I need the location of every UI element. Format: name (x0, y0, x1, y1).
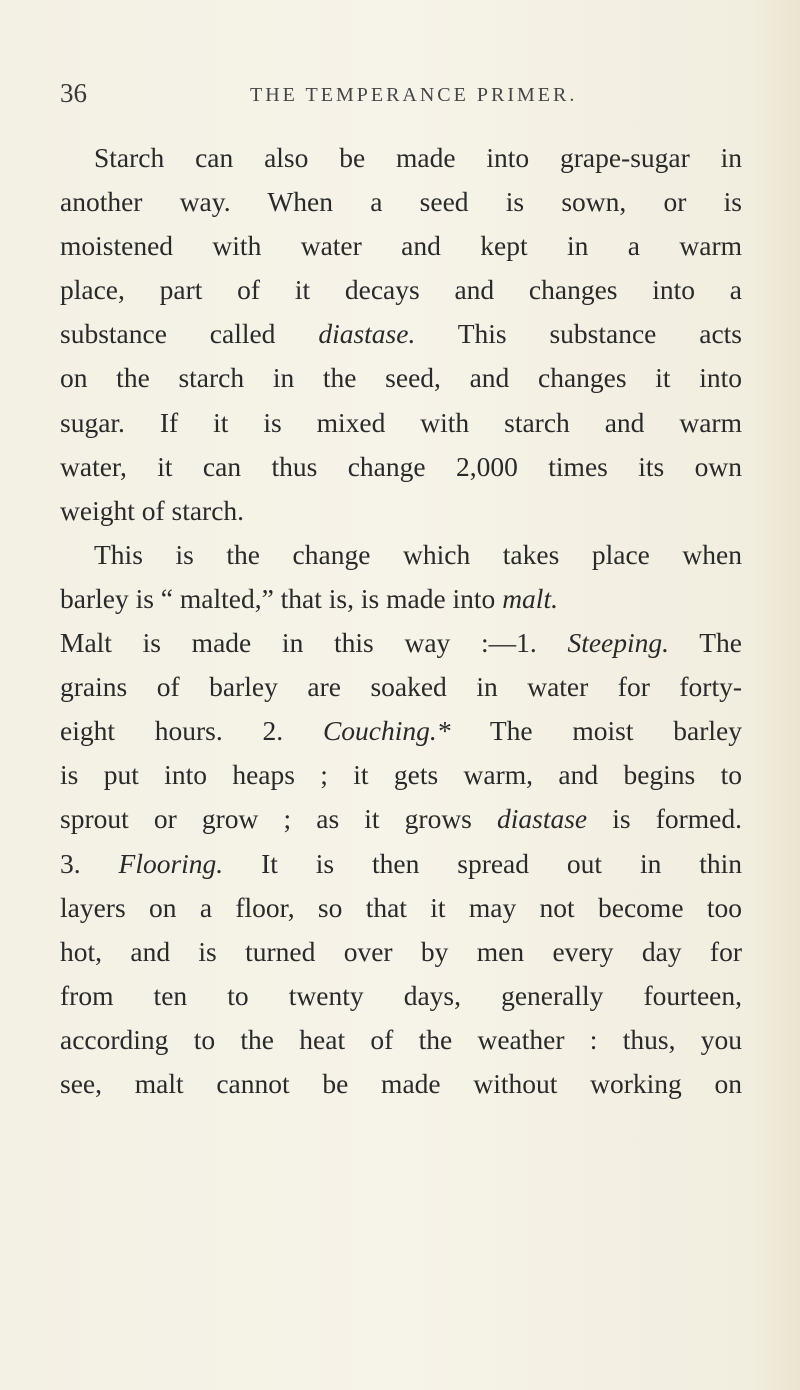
text-run: is formed. (587, 803, 742, 835)
text-run: 3. (60, 847, 119, 879)
text-run: The (669, 627, 742, 659)
page-number: 36 (60, 78, 87, 108)
italic-term: Flooring. (118, 847, 224, 879)
text-line (60, 797, 742, 841)
italic-term: diastase. (318, 318, 416, 350)
text-line: water, it can thus change 2,000 times its own (60, 450, 742, 482)
text-line: according to the heat of the weather : thus, you (60, 1023, 742, 1055)
text-run: This substance acts (415, 318, 743, 350)
text-run: sprout or grow ; as it grows (60, 803, 497, 835)
text-line (60, 842, 742, 886)
text-run: barley is “ malted,” that is, is made into (60, 582, 503, 614)
text-line (60, 577, 742, 621)
text-line: sugar. If it is mixed with starch and warm (60, 406, 742, 438)
text-line: moistened with water and kept in a warm (60, 230, 742, 262)
running-title: THE TEMPERANCE PRIMER. (250, 84, 578, 106)
text-run: It is then spread out in thin (223, 847, 743, 879)
text-line: weight of starch. (60, 494, 245, 526)
text-line (60, 709, 742, 753)
text-line: from ten to twenty days, generally fourteen, (60, 979, 742, 1011)
text-line: This is the change which takes place when (94, 538, 742, 570)
text-line: layers on a floor, so that it may not become too (60, 891, 742, 923)
italic-term: diastase (497, 803, 588, 835)
italic-term: malt. (502, 582, 558, 614)
text-line: is put into heaps ; it gets warm, and begins to (60, 759, 742, 791)
text-line: see, malt cannot be made without working on (60, 1067, 742, 1099)
text-run: Malt is made in this way :—1. (60, 627, 568, 659)
text-line: hot, and is turned over by men every day for (60, 935, 742, 967)
italic-term: Couching.* (322, 715, 451, 747)
text-line (60, 312, 742, 356)
text-line: another way. When a seed is sown, or is (60, 186, 742, 218)
text-line: place, part of it decays and changes into a (60, 274, 742, 306)
body-text (60, 136, 742, 1106)
text-line (60, 621, 742, 665)
text-run: The moist barley (450, 715, 742, 747)
text-run: substance called (60, 318, 319, 350)
text-line: Starch can also be made into grape-sugar in (94, 142, 742, 173)
text-run: eight hours. 2. (60, 715, 323, 747)
text-line: grains of barley are soaked in water for forty- (60, 671, 742, 703)
text-line: on the starch in the seed, and changes it into (60, 362, 742, 394)
page-header (60, 78, 750, 118)
italic-term: Steeping. (567, 627, 670, 659)
